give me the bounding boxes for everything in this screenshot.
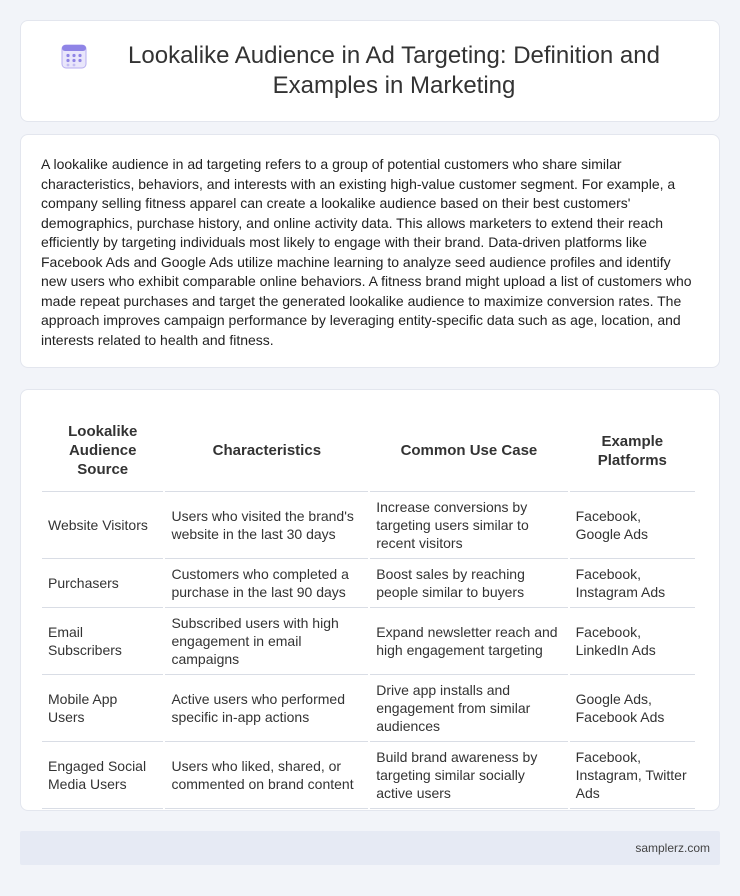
column-header: Characteristics bbox=[165, 410, 368, 492]
table-cell: Build brand awareness by targeting similar socially active users bbox=[370, 742, 567, 809]
table-row bbox=[42, 742, 695, 809]
table-cell: Engaged Social Media Users bbox=[42, 742, 163, 809]
table-cell: Mobile App Users bbox=[42, 675, 163, 742]
table-cell: Increase conversions by targeting users similar to recent visitors bbox=[370, 492, 567, 559]
table-cell: Drive app installs and engagement from similar audiences bbox=[370, 675, 567, 742]
table-cell: Google Ads, Facebook Ads bbox=[570, 675, 695, 742]
description-card bbox=[20, 134, 720, 368]
table-row bbox=[42, 559, 695, 608]
table-card bbox=[20, 389, 720, 811]
description-text: A lookalike audience in ad targeting refers to a group of potential customers who share similar characteristics, behaviors, and interests with an existing high-value customer segment. For example, a company selling fitness apparel can create a lookalike audience based on their best customers' demographics, purchase history, and online activity data. This allows marketers to extend their reach efficiently by targeting individuals most likely to engage with their brand. Data-driven platforms like Facebook Ads and Google Ads utilize machine learning to analyze seed audience profiles and identify new users who exhibit comparable online behaviors. A fitness brand might upload a list of customers who made repeat purchases and target the generated lookalike audience to maximize conversion rates. The approach improves campaign performance by leveraging entity-specific data such as age, location, and interests related to health and fitness. bbox=[41, 156, 692, 348]
table-cell: Facebook, Instagram Ads bbox=[570, 559, 695, 608]
table-cell: Users who liked, shared, or commented on brand content bbox=[165, 742, 368, 809]
column-header: Common Use Case bbox=[370, 410, 567, 492]
calendar-grid-icon bbox=[61, 43, 87, 69]
audience-table bbox=[40, 410, 697, 809]
table-cell: Website Visitors bbox=[42, 492, 163, 559]
table-row bbox=[42, 608, 695, 675]
table-cell: Users who visited the brand's website in the last 30 days bbox=[165, 492, 368, 559]
column-header: Lookalike Audience Source bbox=[42, 410, 163, 492]
table-cell: Facebook, Instagram, Twitter Ads bbox=[570, 742, 695, 809]
title-card bbox=[20, 20, 720, 122]
table-row bbox=[42, 675, 695, 742]
table-cell: Purchasers bbox=[42, 559, 163, 608]
footer-site-link[interactable]: samplerz.com bbox=[635, 841, 710, 855]
column-header: Example Platforms bbox=[570, 410, 695, 492]
table-cell: Facebook, LinkedIn Ads bbox=[570, 608, 695, 675]
table-cell: Expand newsletter reach and high engagement targeting bbox=[370, 608, 567, 675]
table-cell: Subscribed users with high engagement in email campaigns bbox=[165, 608, 368, 675]
page-title: Lookalike Audience in Ad Targeting: Definition and Examples in Marketing bbox=[128, 42, 660, 99]
table-cell: Email Subscribers bbox=[42, 608, 163, 675]
footer bbox=[20, 831, 720, 865]
table-cell: Facebook, Google Ads bbox=[570, 492, 695, 559]
table-row bbox=[42, 492, 695, 559]
table-header-row bbox=[42, 410, 695, 492]
table-cell: Active users who performed specific in-app actions bbox=[165, 675, 368, 742]
table-cell: Customers who completed a purchase in the last 90 days bbox=[165, 559, 368, 608]
table-cell: Boost sales by reaching people similar to buyers bbox=[370, 559, 567, 608]
title-wrap bbox=[21, 41, 719, 101]
